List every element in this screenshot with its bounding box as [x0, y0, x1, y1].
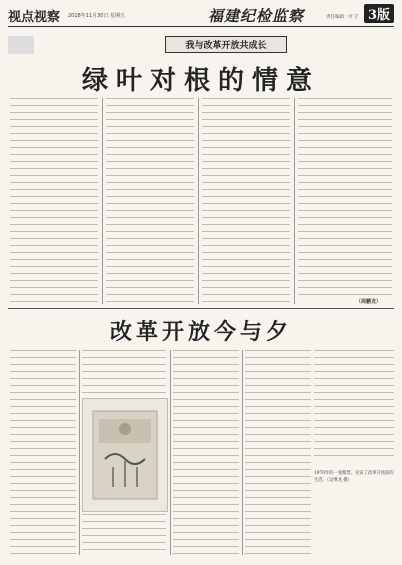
- photo-caption: 1970年的一张粮票，见证了改革开放前的生活。（吴继龙 摄）: [314, 471, 394, 483]
- article1-signature: （周鹏龙）: [356, 299, 382, 305]
- section-divider: [8, 308, 394, 309]
- column-divider: [242, 350, 243, 555]
- column-divider: [294, 98, 295, 304]
- column-divider: [198, 98, 199, 304]
- article2-col-2-top: [82, 350, 166, 394]
- issue-date: 2018年11月30日 星期五: [68, 13, 126, 19]
- article2-col-3: [173, 350, 239, 555]
- article1-title: 绿叶对根的情意: [81, 66, 320, 96]
- article1-col-1: [10, 98, 98, 304]
- editor-credit: 责任编辑：叶 芒: [326, 15, 359, 20]
- photo-illustration: [83, 399, 167, 511]
- article1-col-4: [298, 98, 392, 296]
- ration-coupon-photo: [82, 398, 168, 512]
- article1-col-2: [106, 98, 194, 304]
- article2-col-5: [314, 350, 394, 462]
- article2-title: 改革开放今与夕: [109, 320, 292, 345]
- column-divider: [170, 350, 171, 555]
- article2-col-2-bottom: [82, 514, 166, 555]
- masthead: 福建纪检监察: [208, 7, 305, 25]
- column-name: 视点视察: [8, 10, 61, 25]
- decorative-strip: [8, 36, 34, 54]
- page-header: [8, 4, 394, 27]
- column-banner: 我与改革开放共成长: [165, 36, 287, 53]
- column-divider: [79, 350, 80, 555]
- article2-col-4: [245, 350, 311, 555]
- article1-col-3: [202, 98, 290, 304]
- article2-col-1: [10, 350, 76, 555]
- page-number: 3版: [364, 4, 394, 23]
- column-divider: [102, 98, 103, 304]
